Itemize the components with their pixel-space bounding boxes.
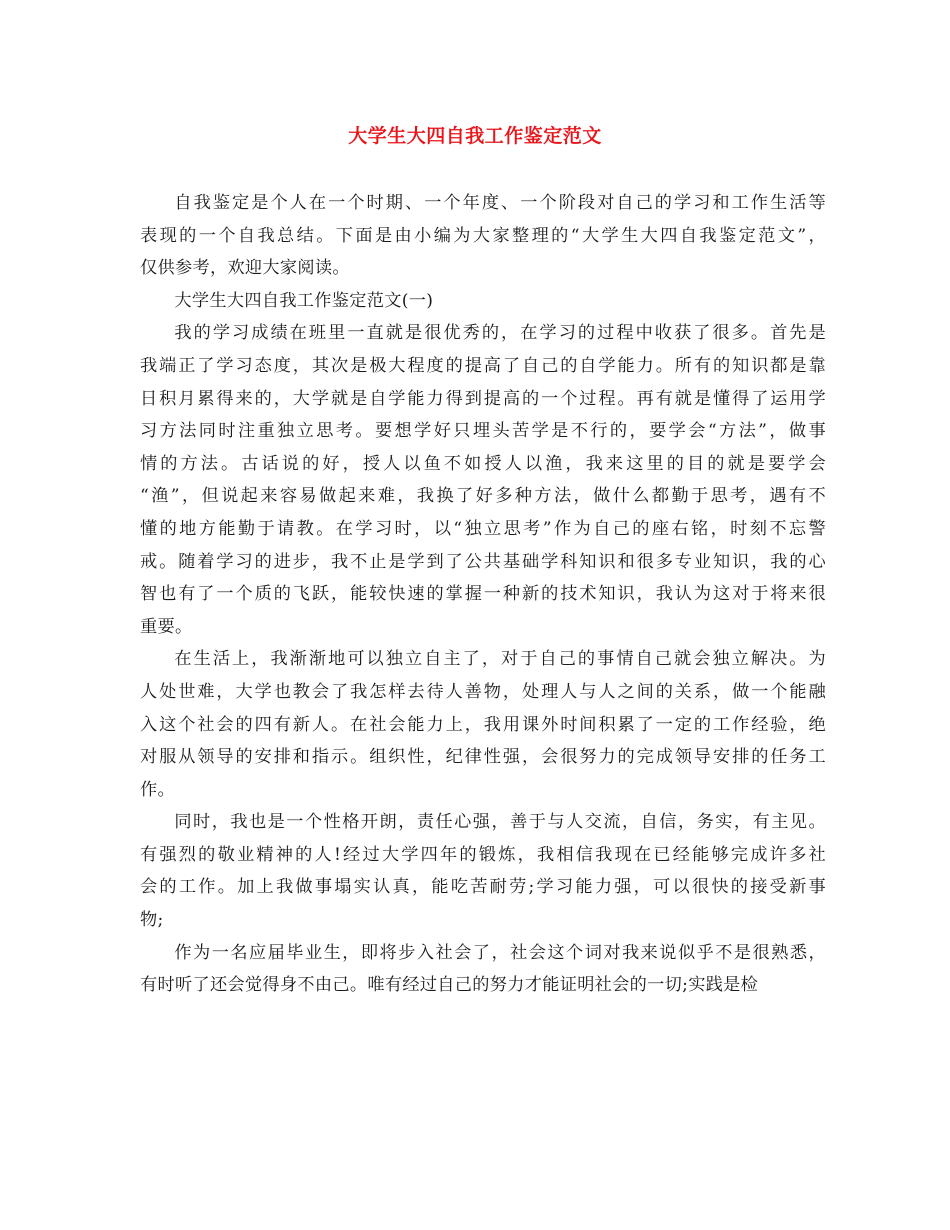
paragraph-line: 懂的地方能勤于请教。在学习时，以“独立思考”作为自己的座右铭，时刻不忘警 [140, 518, 826, 539]
paragraph-line: 物; [140, 910, 164, 931]
document-title: 大学生大四自我工作鉴定范文 [348, 125, 602, 147]
paragraph-line: 习方法同时注重独立思考。要想学好只埋头苦学是不行的，要学会“方法”，做事 [140, 421, 826, 442]
paragraph-line: 智也有了一个质的飞跃，能较快速的掌握一种新的技术知识，我认为这对于将来很 [140, 584, 826, 605]
paragraph [140, 806, 826, 936]
paragraph-line: 人处世难，大学也教会了我怎样去待人善物，处理人与人之间的关系，做一个能融 [140, 681, 826, 702]
paragraph-line: 我的学习成绩在班里一直就是很优秀的，在学习的过程中收获了很多。首先是 [174, 323, 826, 344]
paragraph-line: 情的方法。古话说的好，授人以鱼不如授人以渔，我来这里的目的就是要学会 [140, 453, 826, 474]
paragraph-line: 同时，我也是一个性格开朗，责任心强，善于与人交流，自信，务实，有主见。 [174, 812, 826, 833]
paragraph [140, 937, 826, 1002]
paragraph-line: 在生活上，我渐渐地可以独立自主了，对于自己的事情自己就会独立解决。为 [174, 649, 826, 670]
paragraph-line: 大学生大四自我工作鉴定范文(一) [174, 290, 434, 311]
paragraph-line: 作。 [140, 779, 175, 800]
paragraph-line: 日积月累得来的，大学就是自学能力得到提高的一个过程。再有就是懂得了运用学 [140, 388, 826, 409]
paragraph [140, 187, 826, 285]
paragraph-line: 入这个社会的四有新人。在社会能力上，我用课外时间积累了一定的工作经验，绝 [140, 714, 826, 735]
paragraph-line: 表现的一个自我总结。下面是由小编为大家整理的“大学生大四自我鉴定范文”， [140, 225, 826, 246]
paragraph-line: 仅供参考，欢迎大家阅读。 [140, 258, 350, 279]
document-body [140, 187, 826, 1002]
paragraph-line: 作为一名应届毕业生，即将步入社会了，社会这个词对我来说似乎不是很熟悉， [174, 942, 826, 963]
paragraph-line: 有时听了还会觉得身不由己。唯有经过自己的努力才能证明社会的一切;实践是检 [140, 975, 759, 996]
paragraph-line: 我端正了学习态度，其次是极大程度的提高了自己的自学能力。所有的知识都是靠 [140, 355, 826, 376]
paragraph-line: 有强烈的敬业精神的人!经过大学四年的锻炼，我相信我现在已经能够完成许多社 [140, 844, 826, 865]
paragraph-line: 自我鉴定是个人在一个时期、一个年度、一个阶段对自己的学习和工作生活等 [174, 193, 826, 213]
paragraph-line: 重要。 [140, 616, 193, 637]
paragraph-line: 会的工作。加上我做事塌实认真，能吃苦耐劳;学习能力强，可以很快的接受新事 [140, 877, 826, 898]
paragraph [140, 643, 826, 806]
paragraph [140, 285, 826, 318]
paragraph-line: 戒。随着学习的进步，我不止是学到了公共基础学科知识和很多专业知识，我的心 [140, 551, 826, 572]
paragraph-line: 对服从领导的安排和指示。组织性，纪律性强，会很努力的完成领导安排的任务工 [140, 747, 826, 768]
paragraph [140, 317, 826, 643]
paragraph-line: “渔”，但说起来容易做起来难，我换了好多种方法，做什么都勤于思考，遇有不 [140, 486, 826, 507]
